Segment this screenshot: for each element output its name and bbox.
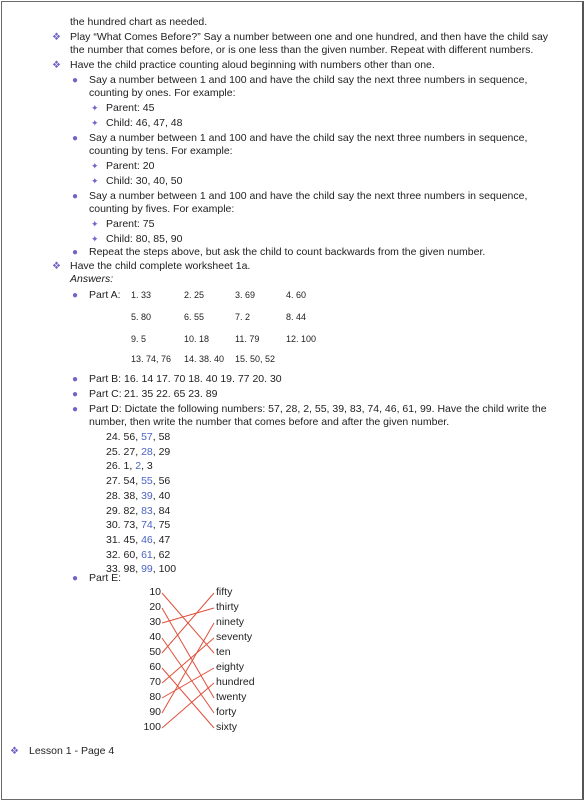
part-d-value: 55 (141, 475, 153, 488)
part-d-value: 24. (106, 431, 121, 443)
dot-bullet-icon: ● (72, 191, 79, 202)
star-bullet-icon: ✦ (91, 118, 99, 128)
dot-bullet-icon: ● (72, 389, 79, 400)
part-d-value: 28 (141, 445, 153, 458)
part-d-value: 60, (123, 548, 139, 561)
practice-line: Have the child practice counting aloud beginning with numbers other than one. (70, 59, 435, 71)
part-d-value: 29. (106, 504, 121, 517)
part-e-word: eighty (216, 661, 245, 673)
part-d-value: 27. (106, 475, 121, 488)
part-e-word: ninety (216, 616, 245, 628)
intro-line: the hundred chart as needed. (70, 16, 208, 28)
part-d-value: 39 (141, 489, 153, 502)
fives-line-1: Say a number between 1 and 100 and have the child say the next three numbers in sequence, (89, 190, 528, 202)
part-d-line-2: number, then write the number that comes before and after the given number. (89, 416, 450, 428)
part-d-value: 56, (123, 431, 139, 443)
tens-child: Child: 30, 40, 50 (106, 175, 183, 187)
part-d-value: 61 (141, 548, 153, 561)
part-a-answer: 13. 74, 76 (131, 354, 172, 364)
star-bullet-icon: ✦ (91, 234, 99, 244)
diamond-bullet-icon: ❖ (10, 746, 19, 757)
part-d-row: 27. 54, 55, 56 (106, 475, 171, 488)
part-e-word: ten (216, 646, 231, 658)
part-a-answer: 6. 55 (184, 312, 205, 322)
part-a-answer: 14. 38. 40 (184, 354, 225, 364)
star-bullet-icon: ✦ (91, 176, 99, 186)
part-d-row: 31. 45, 46, 47 (106, 533, 171, 546)
part-d-value: 56 (158, 475, 171, 488)
tens-parent: Parent: 20 (106, 160, 155, 172)
part-e-word: twenty (216, 691, 247, 703)
worksheet-line: Have the child complete worksheet 1a. (70, 260, 251, 272)
part-d-row: 28. 38, 39, 40 (106, 489, 171, 502)
star-bullet-icon: ✦ (91, 219, 99, 229)
dot-bullet-icon: ● (72, 404, 79, 415)
part-d-value: 47 (158, 533, 171, 546)
part-d-value: 30. (106, 519, 121, 532)
part-a-label: Part A: (89, 289, 121, 301)
tens-line-1: Say a number between 1 and 100 and have the child say the next three numbers in sequence, (89, 132, 528, 144)
dot-bullet-icon: ● (72, 75, 79, 86)
part-d-value: 27, (123, 445, 139, 458)
part-d-row: 26. 1, 2, 3 (106, 460, 153, 473)
part-e-number: 50 (149, 646, 161, 658)
part-e-number: 60 (149, 661, 161, 673)
part-d-value: 33. (106, 563, 121, 576)
part-e-word: thirty (216, 601, 239, 613)
dot-bullet-icon: ● (72, 573, 79, 584)
part-d-value: 54, (123, 475, 139, 488)
part-a-answer: 2. 25 (184, 290, 205, 300)
part-e-number: 20 (149, 601, 161, 613)
part-d-value: 3 (146, 460, 153, 473)
part-a-answer: 7. 2 (235, 312, 251, 322)
ones-child: Child: 46, 47, 48 (106, 117, 183, 129)
star-bullet-icon: ✦ (91, 103, 99, 113)
part-d-value: 31. (106, 533, 121, 546)
part-e-word: fifty (216, 586, 233, 598)
part-e-label: Part E: (89, 572, 122, 584)
play-line-1: Play “What Comes Before?” Say a number between one and one hundred, and then have the child say (70, 31, 549, 43)
part-d-value: 75 (158, 519, 171, 532)
part-d-value: 26. (106, 460, 121, 473)
part-d-row: 25. 27, 28, 29 (106, 445, 171, 458)
part-d-value: 2 (135, 460, 142, 473)
part-a-answer: 12. 100 (286, 334, 317, 344)
part-d-value: 40 (158, 489, 171, 502)
part-d-value: 25. (106, 445, 121, 458)
part-a-answer: 10. 18 (184, 334, 210, 344)
footer-page-label: Lesson 1 - Page 4 (29, 745, 115, 757)
part-e-word: seventy (216, 631, 253, 643)
star-bullet-icon: ✦ (91, 161, 99, 171)
part-d-value: 45, (123, 533, 139, 546)
fives-line-2: counting by fives. For example: (89, 203, 235, 215)
part-d-value: 83 (141, 504, 153, 517)
part-a-answer: 15. 50, 52 (235, 354, 276, 364)
part-e-word: forty (216, 706, 237, 718)
part-d-row: 33. 98, 99, 100 (106, 563, 177, 576)
part-a-answer: 9. 5 (131, 334, 147, 344)
part-d-value: 46 (141, 533, 153, 546)
dot-bullet-icon: ● (72, 374, 79, 385)
part-d-row: 29. 82, 83, 84 (106, 504, 171, 517)
repeat-line: Repeat the steps above, but ask the child to count backwards from the given number. (89, 246, 486, 258)
part-d-row: 30. 73, 74, 75 (106, 519, 171, 532)
part-e-word: sixty (216, 721, 237, 733)
part-b-label: Part B: (89, 373, 122, 385)
part-e-word: hundred (216, 676, 255, 688)
part-d-value: 100 (158, 563, 177, 576)
part-d-value: 58 (158, 431, 171, 443)
part-a-answer: 5. 80 (131, 312, 152, 322)
part-d-value: 84 (158, 504, 171, 517)
diamond-bullet-icon: ❖ (52, 261, 61, 272)
part-d-value: 28. (106, 489, 121, 502)
part-c-values: 21. 35 22. 65 23. 89 (124, 388, 218, 400)
part-e-number: 80 (149, 691, 161, 703)
fives-parent: Parent: 75 (106, 218, 155, 230)
diamond-bullet-icon: ❖ (52, 32, 61, 43)
answers-label: Answers: (70, 273, 114, 285)
tens-line-2: counting by tens. For example: (89, 145, 233, 157)
part-c-label: Part C: (89, 388, 122, 400)
diamond-bullet-icon: ❖ (52, 60, 61, 71)
part-e-number: 100 (143, 721, 161, 733)
dot-bullet-icon: ● (72, 133, 79, 144)
part-a-answer: 8. 44 (286, 312, 307, 322)
part-b-values: 16. 14 17. 70 18. 40 19. 77 20. 30 (124, 373, 282, 385)
part-d-line-1: Part D: Dictate the following numbers: 57, 28, 2, 55, 39, 83, 74, 46, 61, 99. Have the child write the (89, 403, 547, 415)
fives-child: Child: 80, 85, 90 (106, 233, 183, 245)
part-e-number: 70 (149, 676, 161, 688)
part-d-value: 98, (123, 563, 139, 576)
part-d-value: 57 (141, 431, 153, 443)
part-d-value: 62 (158, 548, 171, 561)
part-d-value: 38, (123, 489, 139, 502)
part-e-number: 10 (149, 586, 161, 598)
part-e-number: 90 (149, 706, 161, 718)
part-d-value: 82, (123, 504, 139, 517)
part-a-answer: 11. 79 (235, 334, 260, 344)
ones-line-1: Say a number between 1 and 100 and have the child say the next three numbers in sequence, (89, 74, 528, 86)
part-a-answer: 1. 33 (131, 290, 152, 300)
part-d-row: 24. 56, 57, 58 (106, 431, 171, 443)
part-d-value: 1, (123, 460, 133, 473)
part-d-value: 99 (141, 563, 153, 576)
part-e-number: 30 (149, 616, 161, 628)
part-e-number: 40 (149, 631, 161, 643)
ones-parent: Parent: 45 (106, 102, 155, 114)
play-line-2: the number that comes before, or is one less than the given number. Repeat with different numbers. (70, 44, 534, 56)
part-d-value: 29 (158, 445, 171, 458)
part-d-row: 32. 60, 61, 62 (106, 548, 171, 561)
part-d-value: 32. (106, 548, 121, 561)
ones-line-2: counting by ones. For example: (89, 87, 236, 99)
part-d-value: 74 (141, 519, 153, 532)
part-a-answer: 3. 69 (235, 290, 256, 300)
part-d-value: 73, (123, 519, 139, 532)
dot-bullet-icon: ● (72, 247, 79, 258)
part-a-answer: 4. 60 (286, 290, 307, 300)
dot-bullet-icon: ● (72, 290, 79, 301)
